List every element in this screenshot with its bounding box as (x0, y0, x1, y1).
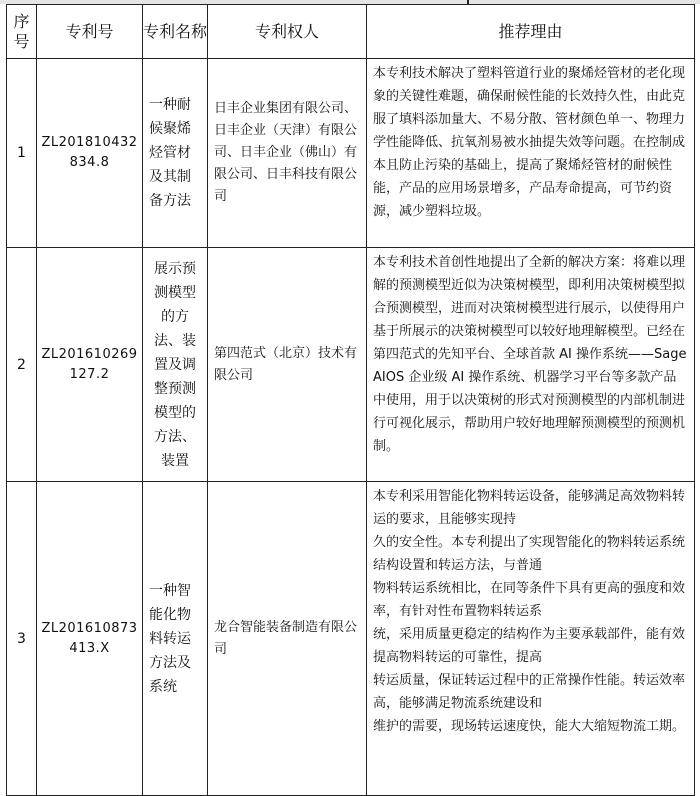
header-patent-no: 专利号 (37, 5, 143, 59)
reason-line: 久的安全性。本专利提出了实现智能化的物料转运系统结构设置和转运方法，与普通 (373, 535, 686, 573)
row-patent-name: 展示预测模型的方法、装置及调整预测模型的方法、装置 (143, 248, 208, 482)
row-reason: 本专利技术解决了塑料管道行业的聚烯烃管材的老化现象的关键性难题，确保耐候性能的长效持久性，由此克服了填料添加量大、不易分散、管材颜色单一、物理力学性能降低、抗氧剂易被水抽提失效等问题。在控制成本且防止污染的基础上，提高了聚烯烃管材的耐候性能，产品的应用场景增多，产品寿命提高，可节约资源，减少塑料垃圾。 (367, 59, 695, 248)
row-seq: 2 (7, 248, 37, 482)
patent-table (6, 4, 695, 796)
row-patent-no: ZL201610269127.2 (37, 248, 143, 482)
header-row (7, 5, 695, 59)
reason-line: 物料转运系统相比，在同等条件下具有更高的强度和效率，有针对性布置物料转运系 (373, 581, 686, 619)
row-owner: 龙合智能装备制造有限公司 (208, 482, 367, 796)
row-seq: 1 (7, 59, 37, 248)
reason-line: 统，采用质量更稳定的结构作为主要承载部件，能有效提高物料转运的可靠性，提高 (373, 627, 686, 665)
table-row (7, 482, 695, 796)
table-row (7, 248, 695, 482)
reason-line: 转运质量，保证转运过程中的正常操作性能。转运效率高，能够满足物流系统建设和 (373, 673, 686, 711)
row-owner: 日丰企业集团有限公司、日丰企业（天津）有限公司、日丰企业（佛山）有限公司、日丰科技有限公司 (208, 59, 367, 248)
header-seq: 序号 (7, 5, 37, 59)
header-owner: 专利权人 (208, 5, 367, 59)
row-owner: 第四范式（北京）技术有限公司 (208, 248, 367, 482)
header-reason: 推荐理由 (367, 5, 695, 59)
row-patent-no: ZL201810432834.8 (37, 59, 143, 248)
row-patent-name: 一种耐候聚烯烃管材及其制备方法 (143, 59, 208, 248)
row-patent-name: 一种智能化物料转运方法及系统 (143, 482, 208, 796)
header-patent-name: 专利名称 (143, 5, 208, 59)
row-patent-no: ZL201610873413.X (37, 482, 143, 796)
row-reason: 本专利技术首创性地提出了全新的解决方案：将难以理解的预测模型近似为决策树模型，即利用决策树模型拟合预测模型，进而对决策树模型进行展示，以使得用户基于所展示的决策树模型可以较好地理解模型。已经在第四范式的先知平台、全球首款 AI 操作系统——Sage AIOS 企业级 AI 操作系统、机器学习平台等多款产品中使用，用于以决策树的形式对预测模型的内部机制进行可视化展示，帮助用户较好地理解预测模型的预测机制。 (367, 248, 695, 482)
reason-line: 本专利采用智能化物料转运设备，能够满足高效物料转运的要求，且能够实现持 (373, 489, 686, 527)
row-seq: 3 (7, 482, 37, 796)
reason-line: 维护的需要，现场转运速度快，能大大缩短物流工期。 (373, 719, 686, 734)
row-reason (367, 482, 695, 796)
table-row (7, 59, 695, 248)
